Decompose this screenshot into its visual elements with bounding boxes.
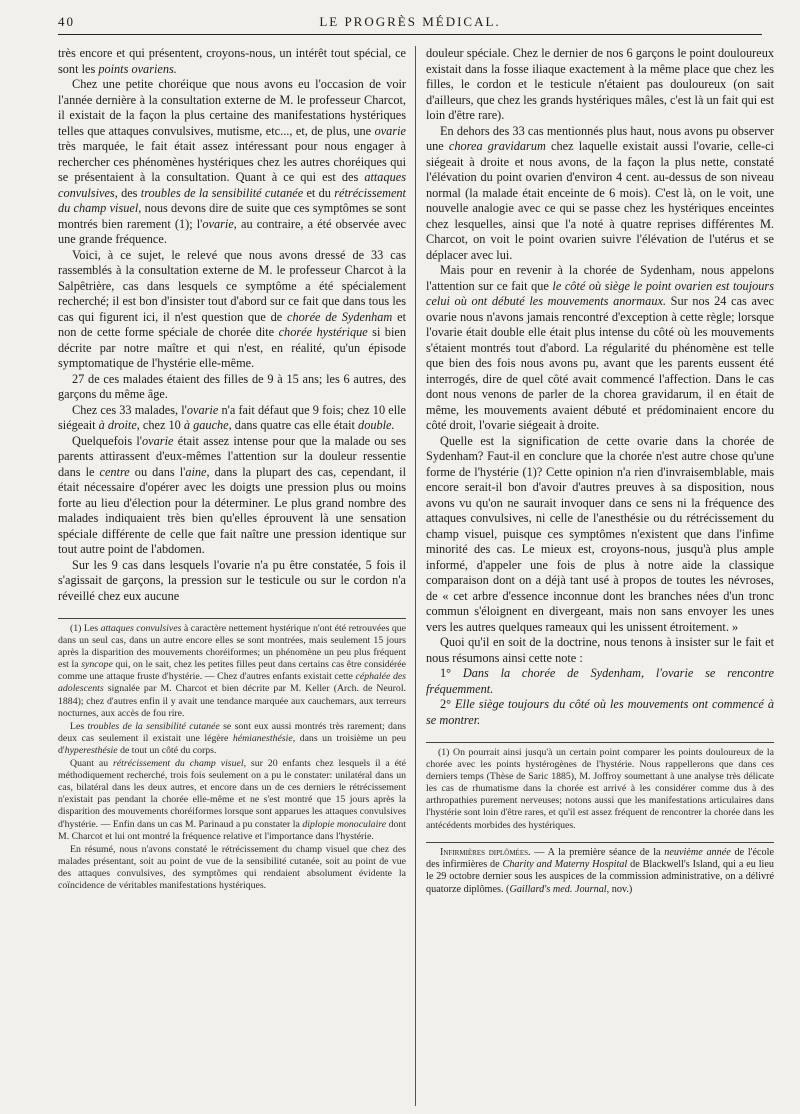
column-divider — [415, 46, 416, 1106]
paragraph: très encore et qui présentent, croyons-nous, un intérêt tout spécial, ce sont les points ovariens. — [58, 46, 406, 76]
journal-title: LE PROGRÈS MÉDICAL. — [319, 14, 501, 29]
footnote: (1) On pourrait ainsi jusqu'à un certain point comparer les points douloureux de la chorée avec les points hystérogènes de l'hystérie. Nous rappellerons que dans ces derniers temps (Thèse de Saric 1885), M. Joffroy soumettant à une analyse très délicate les cas de rhumatisme dans la chorée est arrivé à les considérer comme dus à des arthropathies purement nerveuses; notons aussi que les manifestations articulaires dans l'hystérie sont loin d'être rares, et qu'il est assez fréquent de rencontrer la chorée dans les antécédents morbides des hystériques. — [426, 747, 774, 831]
paragraph: Quelquefois l'ovarie était assez intense pour que la malade ou ses parents attirassent d'eux-mêmes l'attention sur la douleur ressentie dans le centre ou dans l'aine, dans la plupart des cas, cependant, il était nécessaire d'opérer avec les doigts une pression plus ou moins forte au lieu d'élection pour la déterminer. Le plus grand nombre des malades indiquaient très bien qu'elles éprouvent là une sensation spéciale différente de celle que fait naître une pression identique sur tout autre point de l'abdomen. — [58, 433, 406, 556]
conclusion-item: 1° Dans la chorée de Sydenham, l'ovarie se rencontre fréquemment. — [426, 666, 774, 696]
paragraph: douleur spéciale. Chez le dernier de nos 6 garçons le point douloureux existait dans la fosse iliaque exactement à la même place que chez les filles, le cordon et le testicule n'étaient pas douloureux (on sait d'ailleurs, que chez les grands hystériques mâles, c'est là un fait qui est loin d'être rare). — [426, 46, 774, 122]
article-columns — [58, 46, 774, 1106]
running-header — [58, 10, 762, 35]
paragraph: Mais pour en revenir à la chorée de Sydenham, nous appelons l'attention sur ce fait que le côté où siège le point ovarien est toujours celui où ont débuté les mouvements anormaux. Sur nos 24 cas avec ovarie nous n'avons jamais rencontré d'exception à cette règle; lorsque l'ovarie était double elle était plus intense du côté où les mouvements s'étaient montrés tout d'abord. La régularité du phénomène est telle que bien des fois nous avons pu, avant que les parents eussent été interrogés, dire de quel côté avait commencé l'affection. Dans le cas dont nous venons de parler de la chorea gravidarum, il en était de même, les mouvements avaient débuté et prédominaient encore du côté droit, l'ovarie siégeait à droite. — [426, 263, 774, 432]
paragraph: En dehors des 33 cas mentionnés plus haut, nous avons pu observer une chorea gravidarum chez laquelle existait aussi l'ovarie, celle-ci siégeait à droite et nous avons, de la façon la plus nette, constaté l'élévation du point ovarien d'environ 4 cent. au-dessus de son niveau normal (la malade était enceinte de 6 mois). C'est là, on le voit, une nouvelle analogie avec ce qui se passe chez les hystériques enceintes chez lesquelles, ainsi que l'a noté à quatre reprises différentes M. Charcot, on voit le point ovarien suivre l'élévation de l'utérus et se déplacer avec lui. — [426, 123, 774, 262]
section-divider — [426, 842, 774, 843]
news-item: Infirmières diplômées. — A la première séance de la neuvième année de l'école des infirmières de Charity and Materny Hospital de Blackwell's Island, qui a eu lieu le 29 octobre dernier sous les auspices de la commission administrative, on a délivré quatorze diplômes. (Gaillard's med. Journal, nov.) — [426, 846, 774, 895]
conclusion-item: 2° Elle siège toujours du côté où les mouvements ont commencé à se montrer. — [426, 697, 774, 727]
page-number: 40 — [58, 14, 75, 29]
news-item-title: Infirmières diplômées. — [440, 846, 531, 858]
footnote: En résumé, nous n'avons constaté le rétrécissement du champ visuel que chez des malades présentant, soit au point de vue de la sensibilité cutanée, soit au point de vue des attaques convulsives, des symptômes qui rendaient absolument évidente la coïncidence de véritables manifestations hystériques. — [58, 843, 406, 891]
paragraph: Quelle est la signification de cette ovarie dans la chorée de Sydenham? Faut-il en conclure que la chorée n'est autre chose qu'une forme de l'hystérie (1)? Cette opinion n'a rien d'invraisemblable, mais encore serait-il bon d'avoir d'autres preuves à sa disposition, nous avons vu qu'on ne saurait invoquer dans ce sens ni la fréquence des attaques convulsives, ni celle de l'anesthésie ou du rétrécissement du champ visuel, puisque ces symptômes n'existent que dans l'infime minorité des cas. Le mieux est, croyons-nous, jusqu'à plus ample informé, d'appeler une fois de plus à notre aide la classique comparaison dont on a déjà tant usé à propos de toutes les névroses, de « cet arbre d'essence inconnue dont les branches nées d'un tronc commun s'éloignent en divergeant, mais non sans envoyer les unes vers les autres quelques rameaux qui les unissent étroitement. » — [426, 433, 774, 634]
left-column — [58, 46, 406, 1106]
paragraph: 27 de ces malades étaient des filles de 9 à 15 ans; les 6 autres, des garçons du même âge. — [58, 371, 406, 401]
footnote: Quant au rétrécissement du champ visuel, sur 20 enfants chez lesquels il a été méthodiquement recherché, trois fois seulement on a pu le constater: unilatéral dans un cas, bilatéral dans les deux autres, et encore dans un de ces derniers le rétrécissement n'existait pas pendant la chorée elle-même et ne s'est montré que 15 jours après la disparition des mouvements choréiformes lorsque sont apparues les attaques convulsives d'hystérie. — Enfin dans un cas M. Parinaud a pu constater la diplopie monoculaire dont M. Charcot et lui ont montré la fréquence relative et l'importance dans l'hystérie. — [58, 758, 406, 842]
paragraph: Sur les 9 cas dans lesquels l'ovarie n'a pu être constatée, 5 fois il s'agissait de garçons, la pression sur le testicule ou sur le cordon n'a réveillé chez eux aucune — [58, 557, 406, 603]
paragraph: Chez une petite choréique que nous avons eu l'occasion de voir l'année dernière à la consultation externe de M. le professeur Charcot, il existait de la façon la plus certaine des manifestations hystériques telles que attaques convulsives, mutisme, etc..., et, de plus, une ovarie très marquée, le fait était assez intéressant pour nous engager à rechercher ces phénomènes hystériques chez les autres choréiques qui se présentaient à la consultation. Quant à ce qui est des attaques convulsives, des troubles de la sensibilité cutanée et du rétrécissement du champ visuel, nous devons dire de suite que ces symptômes se sont montrés bien rarement (1); l'ovarie, au contraire, a été observée avec une grande fréquence. — [58, 77, 406, 246]
footnote: Les troubles de la sensibilité cutanée se sont eux aussi montrés très rarement; dans deux cas seulement il existait une légère hémianesthésie, dans un troisième un peu d'hyperesthésie de tout un côté du corps. — [58, 720, 406, 756]
paragraph: Voici, à ce sujet, le relevé que nous avons dressé de 33 cas rassemblés à la consultation externe de M. le professeur Charcot à la Salpêtrière, cas dans lesquels ce symptôme a été spécialement recherché; il est bon d'insister tout d'abord sur ce fait que dans tous les cas qui figurent ici, il n'est question que de chorée de Sydenham et non de cette forme spéciale de chorée dite chorée hystérique si bien décrite par notre maître et qui n'est, en réalité, qu'un épisode symptomatique de l'hystérie elle-même. — [58, 247, 406, 370]
footnotes — [58, 618, 406, 892]
paragraph: Quoi qu'il en soit de la doctrine, nous tenons à insister sur le fait et nous résumons ainsi cette note : — [426, 635, 774, 665]
paragraph: Chez ces 33 malades, l'ovarie n'a fait défaut que 9 fois; chez 10 elle siégeait à droite, chez 10 à gauche, dans quatre cas elle était double. — [58, 402, 406, 432]
right-column — [426, 46, 774, 1106]
footnotes — [426, 742, 774, 832]
footnote: (1) Les attaques convulsives à caractère nettement hystérique n'ont été retrouvées que dans un seul cas, dans un autre encore elles se sont montrées, mais seulement 15 jours après la disparition des mouvements choréiformes; un phénomène un peu plus fréquent est la syncope qui, on le sait, chez les petites filles peut dans certains cas être considérée comme une attaque fruste d'hystérie. — Chez d'autres enfants existait cette céphalée des adolescents signalée par M. Charcot et bien décrite par M. Keller (Arch. de Neurol. 1884); chez d'autres enfin il y avait une tendance marquée aux cauchemars, aux terreurs nocturnes, aux accès de fou rire. — [58, 623, 406, 719]
